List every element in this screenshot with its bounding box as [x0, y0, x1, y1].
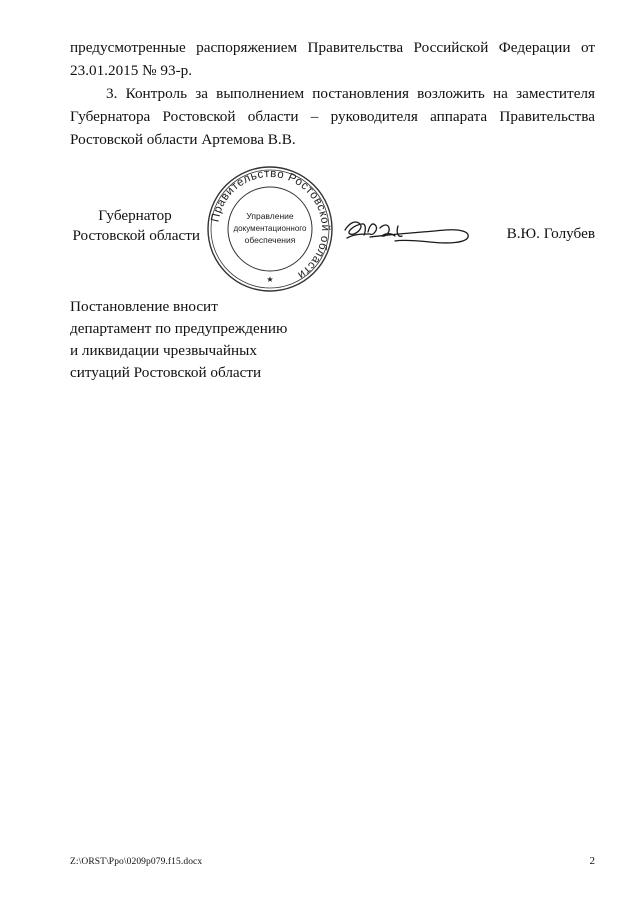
- submitter-line3: и ликвидации чрезвычайных: [70, 342, 257, 359]
- submitter-line2: департамент по предупреждению: [70, 320, 288, 337]
- page-number: 2: [589, 855, 595, 867]
- governor-title-line1: Губернатор: [98, 207, 172, 224]
- governor-title: [70, 206, 200, 246]
- stamp-star-icon: ★: [266, 275, 274, 284]
- submitter-line4: ситуаций Ростовской области: [70, 364, 262, 381]
- paragraph-item-3: [70, 82, 595, 151]
- submitter-line1: Постановление вносит: [70, 298, 218, 315]
- paragraph-continuation: [70, 36, 595, 82]
- stamp-inner-line2: документационного: [233, 224, 307, 233]
- official-stamp: [205, 164, 335, 294]
- stamp-inner-line3: обеспечения: [244, 235, 296, 245]
- signer-name: В.Ю. Голубев: [506, 225, 595, 242]
- submitter-note: [70, 296, 287, 384]
- footer-file-path: Z:\ORST\Ppo\0209p079.f15.docx: [70, 857, 203, 867]
- stamp-inner-line1: Управление: [246, 211, 294, 221]
- paragraph-text-1: предусмотренные распоряжением Правительства Российской Федерации от 23.01.2015 № 93-р.: [70, 39, 595, 79]
- signature-block: [70, 167, 595, 288]
- stamp-outer-text: Правительство Ростовской области: [209, 167, 332, 282]
- handwritten-signature: [340, 210, 475, 250]
- governor-title-line2: Ростовской области: [72, 227, 200, 244]
- paragraph-text-2: 3. Контроль за выполнением постановления возложить на заместителя Губернатора Ростовской области – руководителя аппарата Правительства Ростовской области Артемова В.В.: [70, 85, 595, 148]
